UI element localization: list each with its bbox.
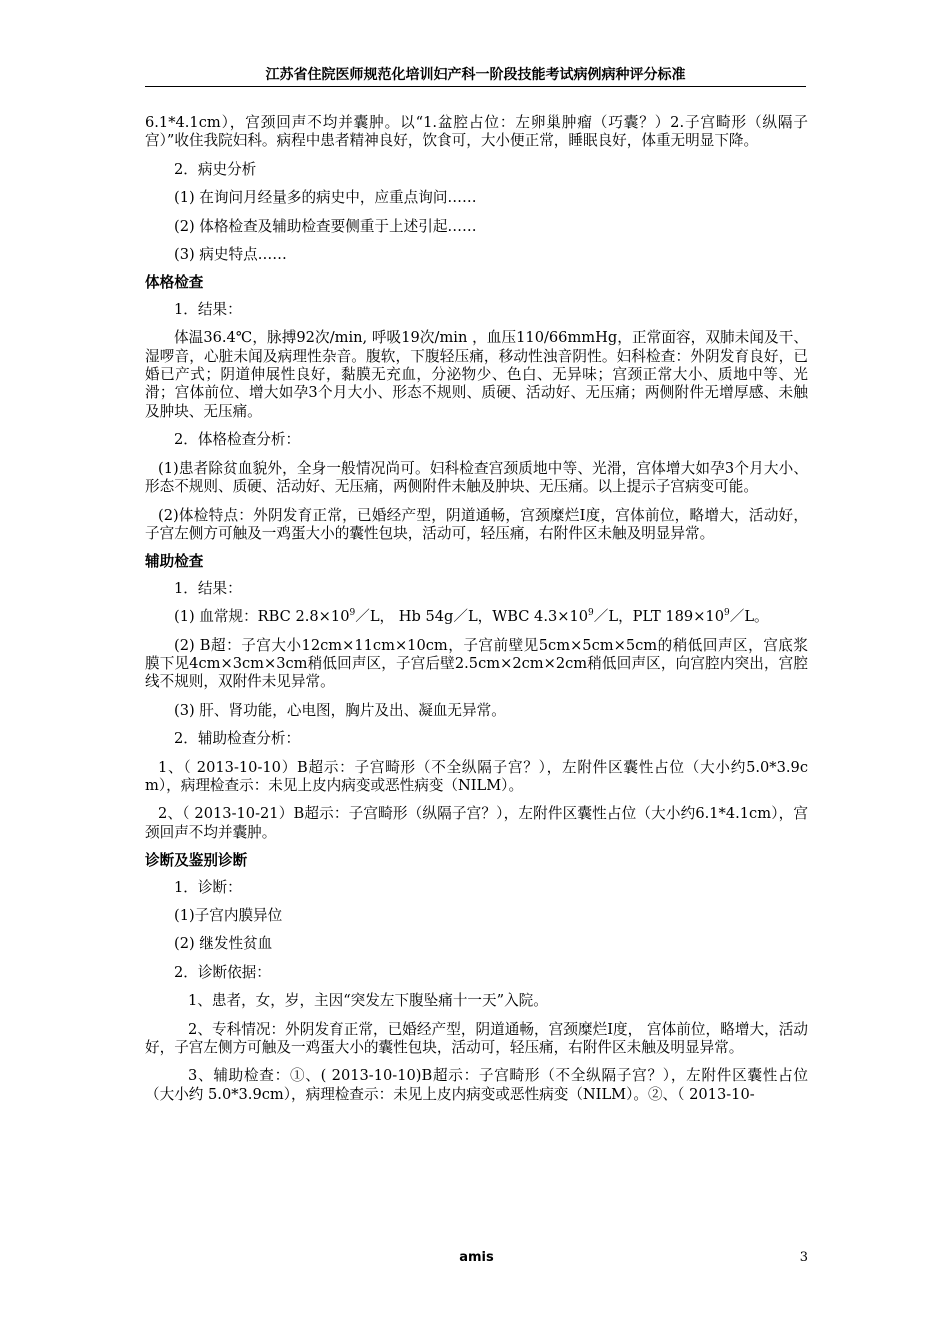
blood-text-b: ／L， Hb 54g／L，WBC 4.3×10: [355, 608, 589, 626]
page-header: 江苏省住院医师规范化培训妇产科一阶段技能考试病例病种评分标准: [145, 66, 806, 87]
diagnosis-basis-label: 2．诊断依据：: [174, 963, 271, 981]
physical-analysis-label: 2．体格检查分析：: [174, 431, 301, 449]
diagnosis-basis-item-1: 1、患者，女，岁，主因“突发左下腹坠痛十一天”入院。: [188, 992, 548, 1010]
diagnosis-label: 1．诊断：: [174, 878, 242, 896]
intro-paragraph: 6.1*4.1cm），宫颈回声不均并囊肿。以“1.盆腔占位：左卵巢肿瘤（巧囊？）2.子宫畸形（纵隔子宫）”收住我院妇科。病程中患者精神良好，饮食可，大小便正常，睡眠良好，体重无明显下降。: [145, 114, 808, 150]
physical-analysis-item-2: (2)体检特点：外阴发育正常，已婚经产型，阴道通畅，宫颈糜烂Ⅰ度，宫体前位，略增大，活动好，子宫左侧方可触及一鸡蛋大小的囊性包块，活动可，轻压痛，右附件区未触及明显异常。: [145, 506, 808, 542]
blood-text-a: (1) 血常规：RBC 2.8×10: [174, 608, 350, 626]
section-heading-aux: 辅助检查: [145, 553, 204, 571]
blood-exp-1: 9: [349, 608, 356, 619]
physical-result-text: 体温36.4℃，脉搏92次/min, 呼吸19次/min ，血压110/66mmHg，正常面容，双肺未闻及干、湿啰音，心脏未闻及病理性杂音。腹软，下腹轻压痛，移动性浊音阴性。妇科检查：外阴发育良好，已婚已产式；阴道伸展性良好，黏膜无充血，分泌物少、色白、无异味；宫颈正常大小、质地中等、光滑；宫体前位、增大如孕3个月大小、形态不规则、质硬、活动好、无压痛；两侧附件无增厚感、未触及肿块、无压痛。: [145, 329, 808, 420]
blood-text-d: ／L。: [729, 608, 769, 626]
aux-analysis-label: 2．辅助检查分析：: [174, 730, 301, 748]
liver-kidney-result: (3) 肝、肾功能，心电图，胸片及出、凝血无异常。: [174, 701, 506, 719]
footer-label: amis: [459, 1250, 494, 1265]
physical-result-label: 1．结果：: [174, 300, 242, 318]
ultrasound-result: (2) B超：子宫大小12cm×11cm×10cm，子宫前壁见5cm×5cm×5cm的稍低回声区，宫底浆膜下见4cm×3cm×3cm稍低回声区，子宫后壁2.5cm×2cm×2cm稍低回声区，向宫腔内突出，宫腔线不规则，双附件未见异常。: [145, 636, 808, 691]
section-heading-diagnosis: 诊断及鉴别诊断: [145, 852, 248, 870]
document-body: [145, 114, 808, 1114]
history-analysis-item-1: (1) 在询问月经量多的病史中，应重点询问……: [174, 189, 477, 207]
blood-exp-2: 9: [588, 608, 594, 619]
blood-exp-3: 9: [724, 608, 730, 619]
diagnosis-basis-item-2: 2、专科情况：外阴发育正常，已婚经产型，阴道通畅，宫颈糜烂Ⅰ度， 宫体前位，略增大，活动好，子宫左侧方可触及一鸡蛋大小的囊性包块，活动可，轻压痛，右附件区未触及明显异常。: [145, 1020, 808, 1057]
page-footer: [145, 1250, 808, 1268]
history-analysis-item-2: (2) 体格检查及辅助检查要侧重于上述引起……: [174, 217, 477, 235]
blood-text-c: ／L，PLT 189×10: [593, 608, 725, 626]
history-analysis-item-3: (3) 病史特点……: [174, 246, 287, 264]
page-number: 3: [799, 1250, 808, 1265]
diagnosis-basis-item-3: 3、辅助检查：①、( 2013-10-10)B超示：子宫畸形（不全纵隔子宫？），左附件区囊性占位（大小约 5.0*3.9cm），病理检查示：未见上皮内病变或恶性病变（NILM）。②、（ 2013-10-: [145, 1067, 808, 1103]
aux-analysis-item-1: 1、（ 2013-10-10）B超示：子宫畸形（不全纵隔子宫？），左附件区囊性占位（大小约5.0*3.9cm），病理检查示：未见上皮内病变或恶性病变（NILM）。: [145, 758, 808, 794]
aux-analysis-item-2: 2、（ 2013-10-21）B超示：子宫畸形（纵隔子宫？），左附件区囊性占位（大小约6.1*4.1cm），宫颈回声不均并囊肿。: [145, 805, 808, 841]
physical-analysis-item-1: (1)患者除贫血貌外，全身一般情况尚可。妇科检查宫颈质地中等、光滑，宫体增大如孕3个月大小、形态不规则、质硬、活动好、无压痛，两侧附件未触及肿块、无压痛。以上提示子宫病变可能。: [145, 459, 808, 496]
diagnosis-item-2: (2) 继发性贫血: [174, 935, 273, 953]
section-heading-physical: 体格检查: [145, 274, 204, 292]
diagnosis-item-1: (1)子宫内膜异位: [174, 907, 283, 924]
blood-routine: [145, 608, 808, 626]
aux-result-label: 1．结果：: [174, 579, 242, 597]
history-analysis-label: 2．病史分析: [174, 160, 257, 178]
